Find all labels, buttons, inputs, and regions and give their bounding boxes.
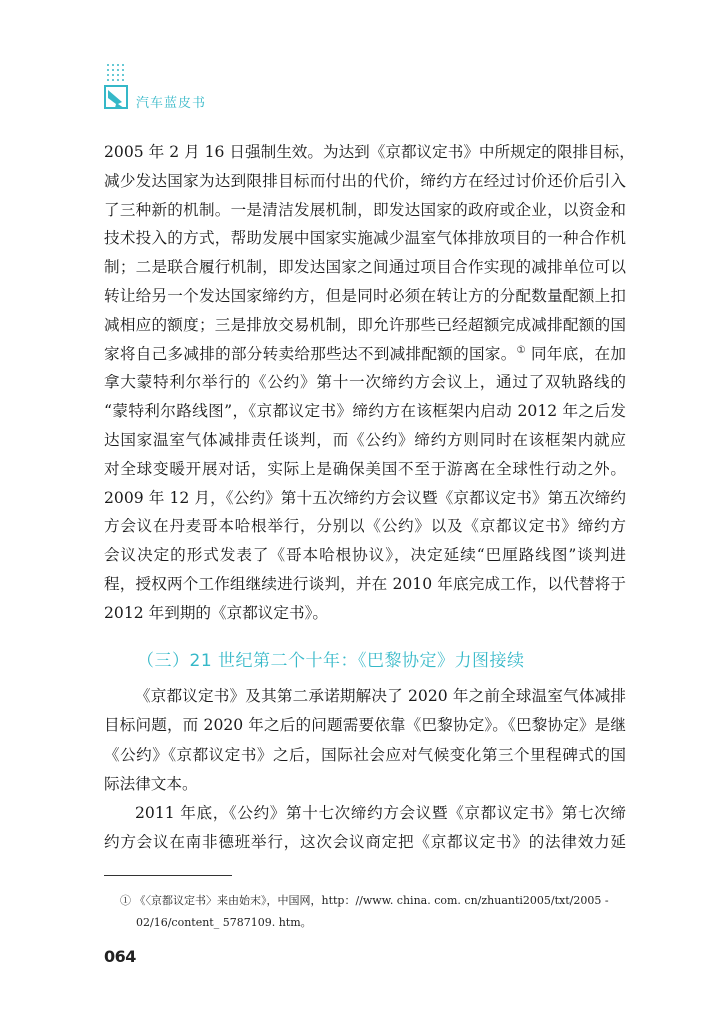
body-text-section1 bbox=[104, 138, 635, 628]
paragraph bbox=[104, 138, 635, 628]
text-line: 达国家温室气体减排责任谈判，而《公约》缔约方则同时在该框架内就应 bbox=[104, 430, 626, 449]
text-line: 程，授权两个工作组继续进行谈判，并在 2010 年底完成工作，以代替将于 bbox=[104, 574, 626, 593]
text-line-with-footnote bbox=[104, 340, 626, 369]
text-line: 际法律文本。 bbox=[104, 774, 198, 793]
text-line: 对全球变暖开展对话，实际上是确保美国不至于游离在全球性行动之外。 bbox=[104, 459, 626, 478]
page-number: 064 bbox=[104, 947, 136, 966]
text-line: 拿大蒙特利尔举行的《公约》第十一次缔约方会议上，通过了双轨路线的 bbox=[104, 373, 626, 392]
text-line: 转让给另一个发达国家缔约方，但是同时必须在转让方的分配数量配额上扣 bbox=[104, 286, 626, 305]
text-segment: 家将自己多减排的部分转卖给那些达不到减排配额的国家。 bbox=[104, 344, 517, 363]
body-text-section2 bbox=[104, 682, 626, 858]
text-line: 了三种新的机制。一是清洁发展机制，即发达国家的政府或企业，以资金和 bbox=[104, 200, 626, 219]
section-heading: （三）21 世纪第二个十年：《巴黎协定》力图接续 bbox=[137, 651, 525, 671]
paragraph bbox=[104, 799, 626, 858]
text-line: 2009 年 12 月，《公约》第十五次缔约方会议暨《京都议定书》第五次缔约 bbox=[104, 488, 626, 507]
arrow-square-icon bbox=[104, 62, 134, 122]
paragraph bbox=[104, 682, 626, 799]
text-line: 减相应的额度；三是排放交易机制，即允许那些已经超额完成减排配额的国 bbox=[104, 315, 626, 334]
text-line: 2012 年到期的《京都议定书》。 bbox=[104, 603, 328, 622]
footnote-line: ① 《〈京都议定书〉来由始末》，中国网，http：//www. china. com. cn/zhuanti2005/txt/2005 - bbox=[120, 894, 609, 907]
text-line: 2011 年底，《公约》第十七次缔约方会议暨《京都议定书》第七次缔 bbox=[135, 804, 626, 823]
text-line: 减少发达国家为达到限排目标而付出的代价，缔约方在经过讨价还价后引入 bbox=[104, 171, 626, 190]
footnote-reference[interactable]: ① bbox=[516, 344, 526, 356]
text-line: 《公约》《京都议定书》之后，国际社会应对气候变化第三个里程碑式的国 bbox=[104, 745, 626, 764]
footnote-divider bbox=[104, 875, 232, 876]
text-line: 制；二是联合履行机制，即发达国家之间通过项目合作实现的减排单位可以 bbox=[104, 258, 626, 277]
text-line: “蒙特利尔路线图”，《京都议定书》缔约方在该框架内启动 2012 年之后发 bbox=[104, 402, 626, 421]
text-line: 方会议在丹麦哥本哈根举行，分别以《公约》以及《京都议定书》缔约方 bbox=[104, 517, 626, 536]
series-title: 汽车蓝皮书 bbox=[136, 96, 207, 111]
text-line: 约方会议在南非德班举行，这次会议商定把《京都议定书》的法律效力延 bbox=[104, 833, 626, 852]
text-line: 会议决定的形式发表了《哥本哈根协议》，决定延续“巴厘路线图”谈判进 bbox=[104, 546, 626, 565]
footnote bbox=[120, 890, 620, 934]
text-line: 2005 年 2 月 16 日强制生效。为达到《京都议定书》中所规定的限排目标， bbox=[104, 143, 635, 161]
text-line: 《京都议定书》及其第二承诺期解决了 2020 年之前全球温室气体减排 bbox=[135, 687, 626, 705]
text-line: 目标问题，而 2020 年之后的问题需要依靠《巴黎协定》。《巴黎协定》是继 bbox=[104, 716, 626, 735]
footnote-line: 02/16/content_ 5787109. htm。 bbox=[136, 916, 312, 929]
text-segment: 同年底，在加 bbox=[525, 344, 626, 363]
text-line: 技术投入的方式，帮助发展中国家实施减少温室气体排放项目的一种合作机 bbox=[104, 229, 626, 248]
